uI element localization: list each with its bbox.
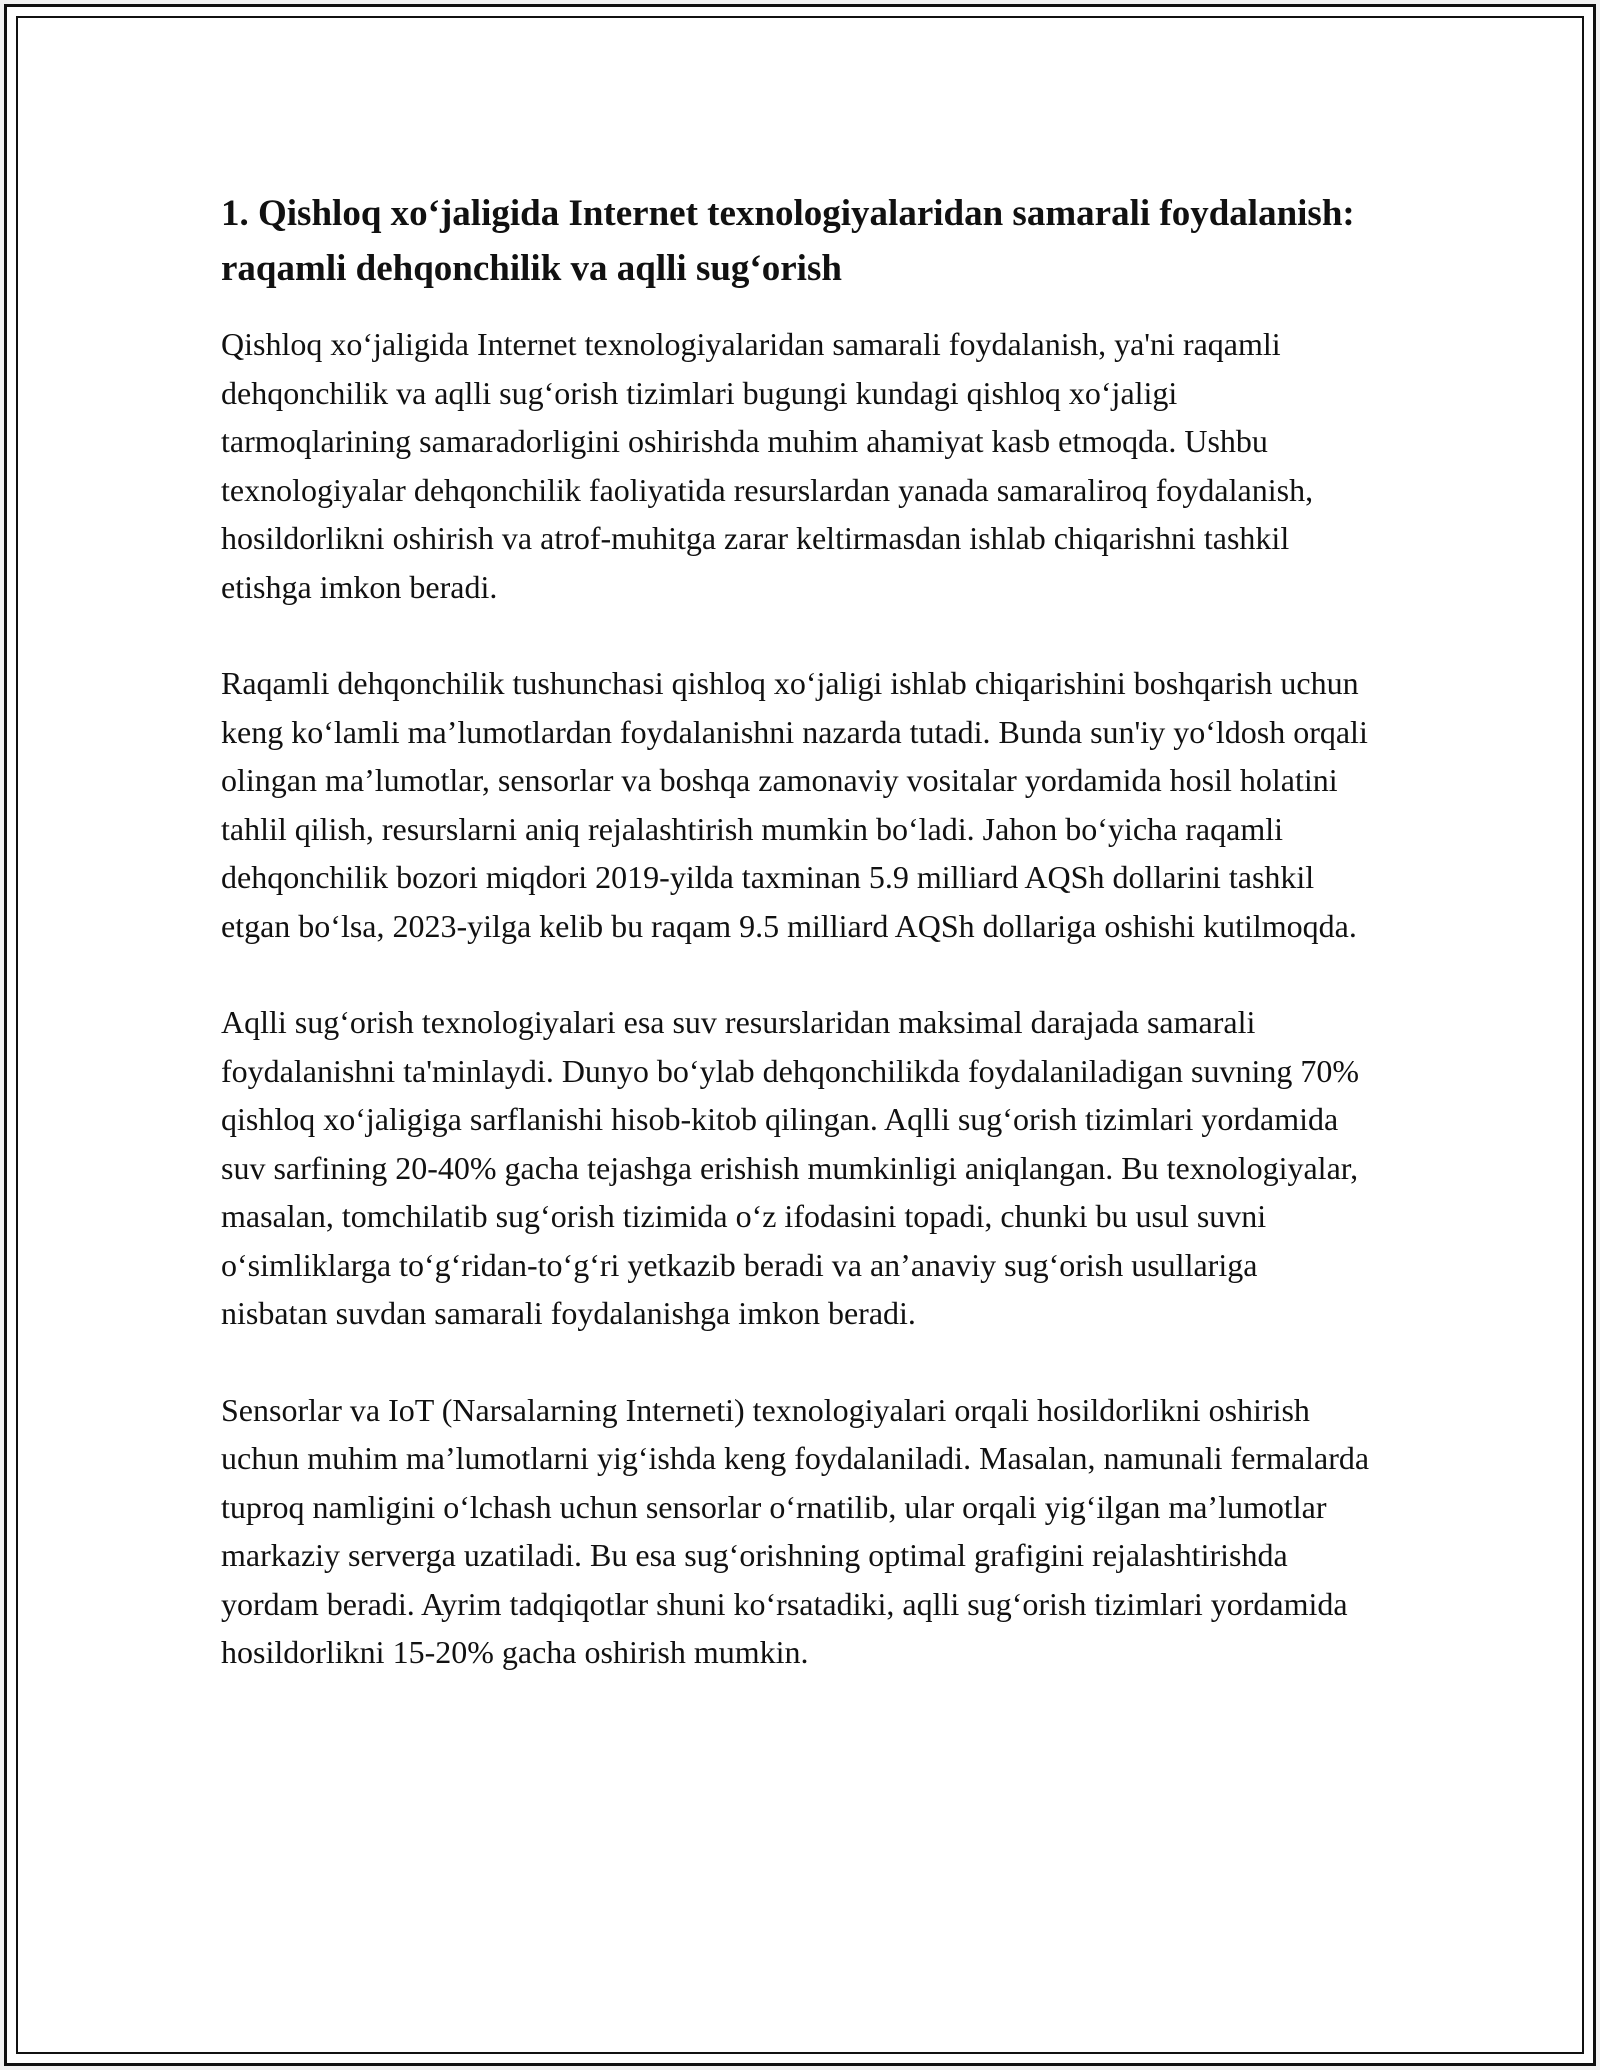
paragraph-3: Aqlli sug‘orish texnologiyalari esa suv resurslaridan maksimal darajada samarali foydalanishni ta'minlaydi. Dunyo bo‘ylab dehqonchilikda foydalaniladigan suvning 70% qishloq xo‘jaligiga sarflanishi hisob-kitob qilingan. Aqlli sug‘orish tizimlari yordamida suv sarfining 20-40% gacha tejashga erishish mumkinligi aniqlangan. Bu texnologiyalar, masalan, tomchilatib sug‘orish tizimida o‘z ifodasini topadi, chunki bu usul suvni o‘simliklarga to‘g‘ridan-to‘g‘ri yetkazib beradi va an’anaviy sug‘orish usullariga nisbatan suvdan samarali foydalanishga imkon beradi. <box>221 1004 1359 1331</box>
paragraph-2: Raqamli dehqonchilik tushunchasi qishloq xo‘jaligi ishlab chiqarishini boshqarish uchun keng ko‘lamli ma’lumotlardan foydalanishni nazarda tutadi. Bunda sun'iy yo‘ldosh orqali olingan ma’lumotlar, sensorlar va boshqa zamonaviy vositalar yordamida hosil holatini tahlil qilish, resurslarni aniq rejalashtirish mumkin bo‘ladi. Jahon bo‘yicha raqamli dehqonchilik bozori miqdori 2019-yilda taxminan 5.9 milliard AQSh dollarini tashkil etgan bo‘lsa, 2023-yilga kelib bu raqam 9.5 milliard AQSh dollariga oshishi kutilmoqda. <box>221 665 1368 944</box>
document-title: 1. Qishloq xo‘jaligida Internet texnologiyalaridan samarali foydalanish: raqamli dehqonchilik va aqlli sug‘orish <box>221 193 1355 289</box>
paragraph-1: Qishloq xo‘jaligida Internet texnologiyalaridan samarali foydalanish, ya'ni raqamli dehqonchilik va aqlli sug‘orish tizimlari bugungi kundagi qishloq xo‘jaligi tarmoqlarining samaradorligini oshirishda muhim ahamiyat kasb etmoqda. Ushbu texnologiyalar dehqonchilik faoliyatida resurslardan yanada samaraliroq foydalanish, hosildorlikni oshirish va atrof-muhitga zarar keltirmasdan ishlab chiqarishni tashkil etishga imkon beradi. <box>221 326 1314 605</box>
document-body <box>221 186 1371 1725</box>
paragraph-4: Sensorlar va IoT (Narsalarning Interneti) texnologiyalari orqali hosildorlikni oshirish uchun muhim ma’lumotlarni yig‘ishda keng foydalaniladi. Masalan, namunali fermalarda tuproq namligini o‘lchash uchun sensorlar o‘rnatilib, ular orqali yig‘ilgan ma’lumotlar markaziy serverga uzatiladi. Bu esa sug‘orishning optimal grafigini rejalashtirishda yordam beradi. Ayrim tadqiqotlar shuni ko‘rsatadiki, aqlli sug‘orish tizimlari yordamida hosildorlikni 15-20% gacha oshirish mumkin. <box>221 1391 1370 1670</box>
